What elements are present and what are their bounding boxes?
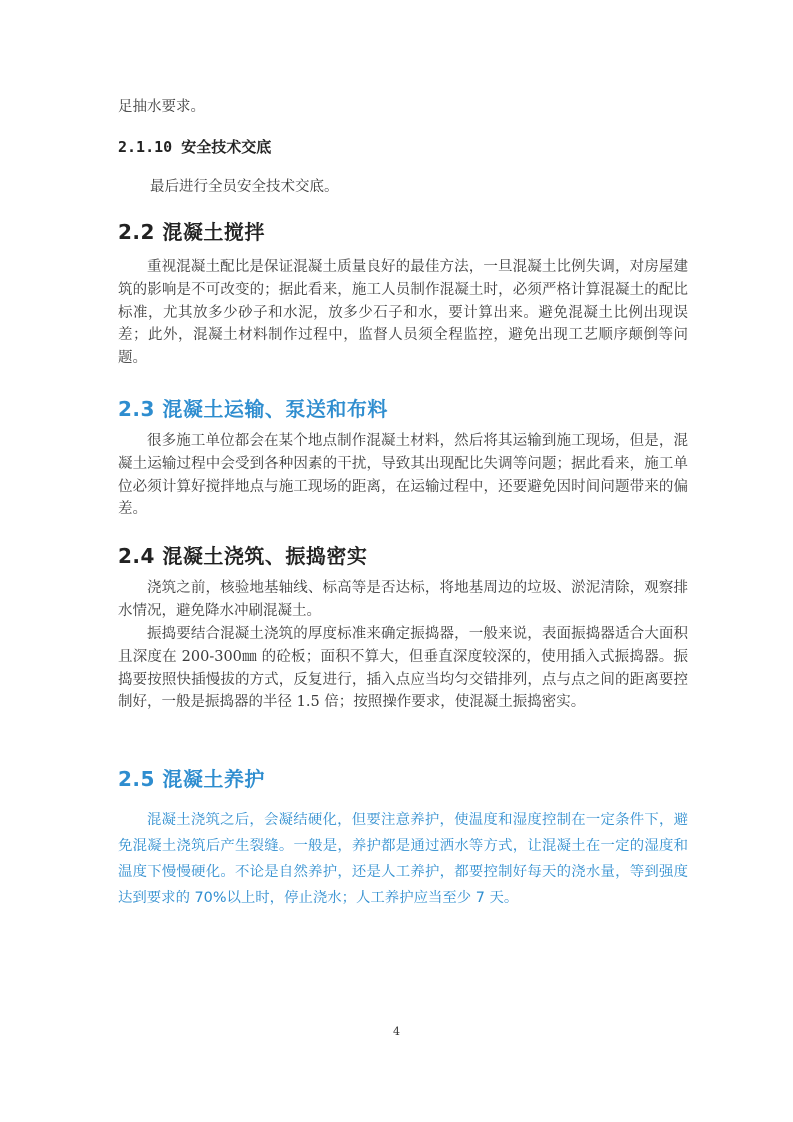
paragraph-2-3: 很多施工单位都会在某个地点制作混凝土材料，然后将其运输到施工现场，但是，混凝土运输过程中会受到各种因素的干扰，导致其出现配比失调等问题；据此看来，施工单位必须计算好搅拌地点与施工现场的距离，在运输过程中，还要避免因时间问题带来的偏差。 (118, 433, 688, 518)
heading-2-1-10: 2.1.10 安全技术交底 (118, 138, 272, 156)
paragraph-2-5: 混凝土浇筑之后，会凝结硬化，但要注意养护，使温度和湿度控制在一定条件下，避免混凝土浇筑后产生裂缝。一般是，养护都是通过洒水等方式，让混凝土在一定的湿度和温度下慢慢硬化。不论是自然养护，还是人工养护，都要控制好每天的浇水量，等到强度达到要求的 70%以上时，停止浇水；人工养护应当至少 7 天。 (118, 812, 688, 906)
heading-2-2: 2.2 混凝土搅拌 (118, 220, 265, 244)
page-number: 4 (393, 1025, 400, 1038)
lead-fragment: 足抽水要求。 (118, 99, 205, 115)
paragraph-2-2: 重视混凝土配比是保证混凝土质量良好的最佳方法，一旦混凝土比例失调，对房屋建筑的影响是不可改变的；据此看来，施工人员制作混凝土时，必须严格计算混凝土的配比标准，尤其放多少砂子和水泥，放多少石子和水，要计算出来。避免混凝土比例出现误差；此外，混凝土材料制作过程中，监督人员须全程监控，避免出现工艺顺序颠倒等问题。 (118, 259, 688, 367)
heading-2-5: 2.5 混凝土养护 (118, 767, 265, 791)
paragraph-2-1-10: 最后进行全员安全技术交底。 (150, 179, 339, 195)
paragraph-2-4-b: 振捣要结合混凝土浇筑的厚度标准来确定振捣器，一般来说，表面振捣器适合大面积且深度在 200-300㎜ 的砼板；面积不算大，但垂直深度较深的，使用插入式振捣器。振捣要按照快插慢拔的方式，反复进行，插入点应当均匀交错排列，点与点之间的距离要控制好，一般是振捣器的半径 1.5 倍；按照操作要求，使混凝土振捣密实。 (118, 626, 688, 711)
paragraph-2-4-a: 浇筑之前，核验地基轴线、标高等是否达标，将地基周边的垃圾、淤泥清除，观察排水情况，避免降水冲刷混凝土。 (118, 580, 688, 619)
heading-2-3: 2.3 混凝土运输、泵送和布料 (118, 397, 388, 421)
heading-2-4: 2.4 混凝土浇筑、振捣密实 (118, 544, 368, 568)
